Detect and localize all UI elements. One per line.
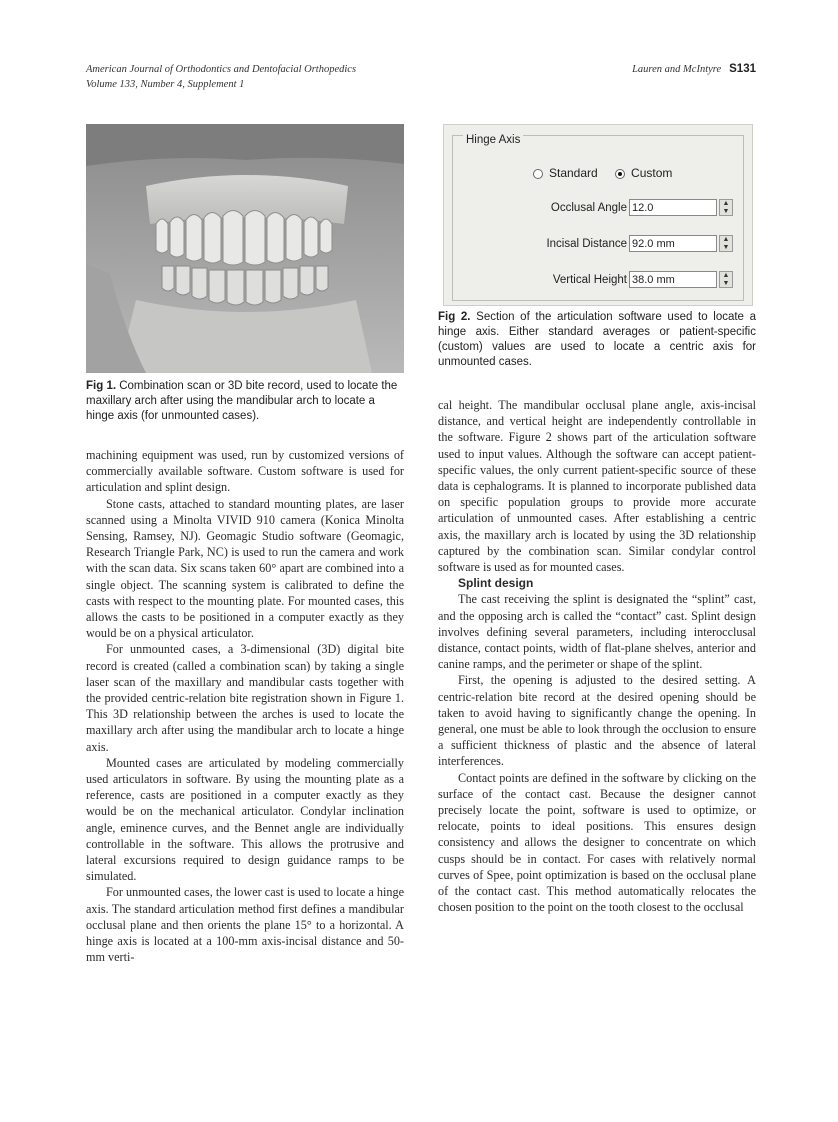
page-header-right (632, 62, 756, 77)
paragraph: First, the opening is adjusted to the desired setting. A centric-relation bite record at the desired opening should be taken to avoid having to significantly change the opening. In general, one must be able to look through the occlusion to ensure a sufficient thickness of plastic and the absence of lateral interferences. (438, 673, 756, 769)
figure-2-label: Fig 2. (438, 311, 471, 323)
figure-1-label: Fig 1. (86, 380, 117, 392)
hinge-axis-group-title: Hinge Axis (463, 134, 523, 146)
vertical-height-label: Vertical Height (552, 274, 627, 286)
hinge-axis-group (452, 135, 744, 301)
figure-1-caption-text: Combination scan or 3D bite record, used to locate the maxillary arch after using the mandibular arch to locate a hinge axis (for unmounted cases). (86, 380, 398, 422)
vertical-height-row (453, 270, 743, 292)
incisal-distance-spinner[interactable]: ▲ ▼ (719, 235, 733, 252)
custom-radio[interactable] (615, 169, 625, 179)
vertical-height-spinner[interactable]: ▲ ▼ (719, 271, 733, 288)
incisal-distance-row (453, 234, 743, 256)
left-column (86, 447, 404, 966)
figure-2-caption (438, 310, 756, 370)
hinge-axis-panel (443, 124, 753, 306)
journal-header (86, 62, 356, 92)
journal-title: American Journal of Orthodontics and Dentofacial Orthopedics (86, 64, 357, 75)
paragraph: For unmounted cases, a 3-dimensional (3D) digital bite record is created (called a combination scan) by taking a single laser scan of the maxillary and mandibular casts together with the provided centric-relation bite registration shown in Figure 1. This 3D relationship between the arches is used to locate the maxillary arch after using the mandibular arch to locate a hinge axis. (86, 642, 404, 754)
figure-1-image (86, 124, 404, 373)
paragraph: Stone casts, attached to standard mounting plates, are laser scanned using a Minolta VIVID 910 camera (Konica Minolta Sensing, Ramsey, NJ). Geomagic Studio software (Geomagic, Research Triangle Park, NC) is used to run the camera and work with the scan data. Six scans taken 60° apart are combined into a single object. The scanning system is calibrated to define the casts with respect to the mounting plate. For mounted cases, this allows the casts to be positioned in a computer exactly as they would be on a physical articulator. (86, 496, 404, 641)
occlusal-angle-spinner[interactable]: ▲ ▼ (719, 199, 733, 216)
dental-scan-illustration (86, 124, 404, 373)
occlusal-angle-row (453, 198, 743, 220)
figure-1-caption (86, 379, 406, 424)
incisal-distance-label: Incisal Distance (546, 238, 627, 250)
paragraph: cal height. The mandibular occlusal plane angle, axis-incisal distance, and vertical height are independently controllable in the software. Figure 2 shows part of the articulation software used to input values. Although the software can accept patient-specific values, the only current patient-specific source of these data is cephalograms. It is planned to incorporate published data on specific population groups to provide more accurate articulation of unmounted cases. After establishing a centric axis, the maxillary arch is located by using the 3D relationship captured by the combination scan. Similar condylar control software is used as for mounted cases. (438, 398, 756, 575)
right-column (438, 397, 756, 916)
paragraph: Mounted cases are articulated by modeling commercially used articulators in software. By using the mounting plate as a reference, casts are positioned in a computer exactly as they would be on the mechanical articulator. Condylar inclination angle, eminence curves, and the Bennet angle are individually controllable in the software. This allows the protrusive and lateral excursions required to design guidance ramps to be simulated. (86, 755, 404, 884)
vertical-height-input[interactable]: 38.0 mm (629, 271, 717, 288)
page-number: S131 (729, 63, 756, 75)
section-heading: Splint design (458, 576, 534, 591)
paragraph: For unmounted cases, the lower cast is used to locate a hinge axis. The standard articulation method first defines a mandibular occlusal plane and then orients the plane 15° to a horizontal. A hinge axis is located at a 100-mm axis-incisal distance and 50-mm verti- (86, 885, 404, 965)
standard-radio[interactable] (533, 169, 543, 179)
incisal-distance-input[interactable]: 92.0 mm (629, 235, 717, 252)
axis-mode-radios (533, 166, 672, 180)
paragraph: machining equipment was used, run by customized versions of commercially available software. Custom software is used for articulation and splint design. (86, 448, 404, 495)
custom-radio-label: Custom (631, 166, 673, 180)
authors: Lauren and McIntyre (632, 64, 722, 75)
standard-radio-label: Standard (549, 166, 598, 180)
journal-volume: Volume 133, Number 4, Supplement 1 (86, 79, 245, 90)
occlusal-angle-input[interactable]: 12.0 (629, 199, 717, 216)
figure-2-caption-text: Section of the articulation software used to locate a hinge axis. Either standard averages or patient-specific (custom) values are used to locate a centric axis for unmounted cases. (438, 311, 757, 368)
paragraph: Contact points are defined in the software by clicking on the surface of the contact cast. Because the designer cannot precisely locate the point, software is used to optimize, or relocate, points to ideal positions. This ensures design consistency and allows the designer to concentrate on which cusps should be in contact. For cases with relatively normal curves of Spee, point optimization is based on the occlusal plane of the contact cast. This method automatically relocates the chosen position to the point on the tooth closest to the occlusal (438, 770, 756, 915)
paragraph: The cast receiving the splint is designated the “splint” cast, and the opposing arch is called the “contact” cast. Splint design involves defining several parameters, including interocclusal distance, contact points, width of flat-plane shelves, anterior and canine ramps, and the perimeter or shape of the splint. (438, 592, 756, 672)
occlusal-angle-label: Occlusal Angle (550, 202, 627, 214)
